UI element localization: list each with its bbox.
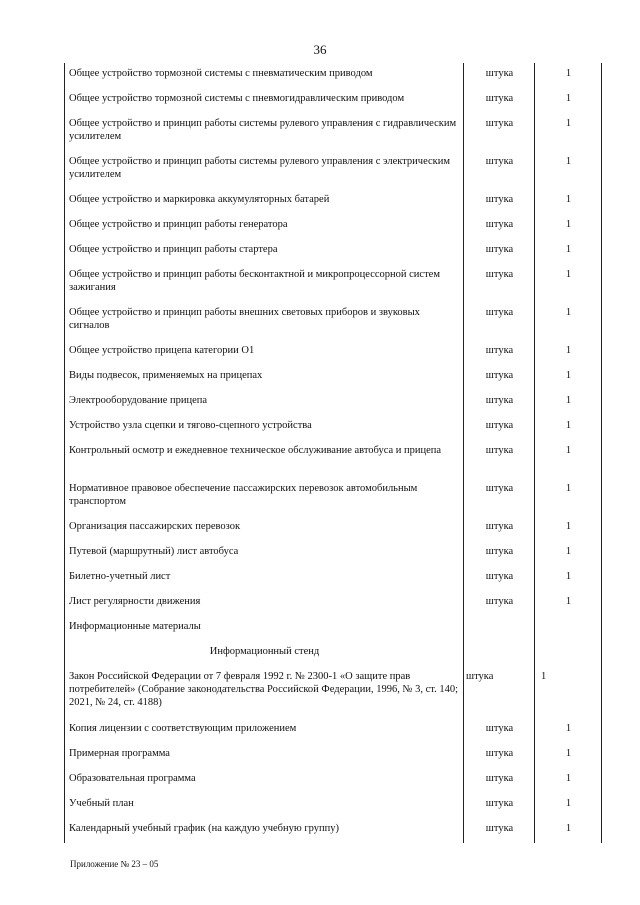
table-row bbox=[65, 541, 602, 566]
table-row bbox=[65, 113, 602, 151]
section-row bbox=[65, 616, 602, 641]
item-unit: штука bbox=[464, 516, 535, 541]
item-qty: 1 bbox=[535, 63, 602, 88]
item-qty: 1 bbox=[535, 768, 602, 793]
table-row bbox=[65, 340, 602, 365]
item-unit: штука bbox=[464, 214, 535, 239]
item-name: Общее устройство и принцип работы системы рулевого управления с гидравлическим усилителем bbox=[65, 113, 464, 151]
item-unit: штука bbox=[464, 239, 535, 264]
table-row bbox=[65, 88, 602, 113]
item-name: Общее устройство и принцип работы системы рулевого управления с электрическим усилителем bbox=[65, 151, 464, 189]
table-row bbox=[65, 768, 602, 793]
item-name: Общее устройство и принцип работы стартера bbox=[65, 239, 464, 264]
table-row bbox=[65, 264, 602, 302]
page-number: 36 bbox=[313, 42, 327, 57]
item-name: Билетно-учетный лист bbox=[65, 566, 464, 591]
item-qty: 1 bbox=[535, 88, 602, 113]
table-row bbox=[65, 365, 602, 390]
item-unit: штука bbox=[464, 440, 535, 478]
table-row bbox=[65, 478, 602, 516]
table-row bbox=[65, 239, 602, 264]
item-unit: штука bbox=[464, 63, 535, 88]
item-name: Копия лицензии с соответствующим приложением bbox=[65, 718, 464, 743]
item-qty: 1 bbox=[535, 264, 602, 302]
item-name: Общее устройство и принцип работы внешних световых приборов и звуковых сигналов bbox=[65, 302, 464, 340]
empty-cell bbox=[464, 616, 535, 641]
item-unit: штука bbox=[464, 818, 535, 843]
item-name: Электрооборудование прицепа bbox=[65, 390, 464, 415]
item-name: Общее устройство и принцип работы бесконтактной и микропроцессорной систем зажигания bbox=[65, 264, 464, 302]
item-qty: 1 bbox=[535, 591, 602, 616]
item-unit: штука bbox=[464, 302, 535, 340]
item-name: Учебный план bbox=[65, 793, 464, 818]
item-qty: 1 bbox=[535, 151, 602, 189]
table-row bbox=[65, 566, 602, 591]
item-name: Путевой (маршрутный) лист автобуса bbox=[65, 541, 464, 566]
item-qty: 1 bbox=[535, 566, 602, 591]
item-qty: 1 bbox=[535, 340, 602, 365]
section-row bbox=[65, 641, 602, 666]
table-row bbox=[65, 793, 602, 818]
item-name: Общее устройство и принцип работы генератора bbox=[65, 214, 464, 239]
item-name: Организация пассажирских перевозок bbox=[65, 516, 464, 541]
item-unit: штука bbox=[464, 768, 535, 793]
item-unit: штука bbox=[464, 340, 535, 365]
item-qty: 1 bbox=[535, 239, 602, 264]
item-qty: 1 bbox=[535, 793, 602, 818]
table-row bbox=[65, 516, 602, 541]
equipment-table bbox=[64, 63, 602, 843]
footer-note: Приложение № 23 – 05 bbox=[70, 859, 159, 869]
item-unit: штука bbox=[464, 88, 535, 113]
item-unit: штука bbox=[464, 151, 535, 189]
table-row bbox=[65, 818, 602, 843]
item-qty: 1 bbox=[535, 390, 602, 415]
item-unit: штука bbox=[464, 566, 535, 591]
item-qty: 1 bbox=[535, 365, 602, 390]
table-row bbox=[65, 743, 602, 768]
item-qty: 1 bbox=[535, 743, 602, 768]
item-qty: 1 bbox=[535, 214, 602, 239]
item-name: Образовательная программа bbox=[65, 768, 464, 793]
item-unit: штука bbox=[464, 113, 535, 151]
item-name: Устройство узла сцепки и тягово-сцепного устройства bbox=[65, 415, 464, 440]
item-name: Виды подвесок, применяемых на прицепах bbox=[65, 365, 464, 390]
item-qty: 1 bbox=[535, 478, 602, 516]
item-qty: 1 bbox=[535, 541, 602, 566]
table-row bbox=[65, 151, 602, 189]
item-unit: штука bbox=[464, 415, 535, 440]
item-unit: штука bbox=[464, 365, 535, 390]
section-informational-materials: Информационные материалы bbox=[65, 616, 464, 641]
empty-cell bbox=[535, 616, 602, 641]
table-row bbox=[65, 415, 602, 440]
item-name: Календарный учебный график (на каждую учебную группу) bbox=[65, 818, 464, 843]
item-qty: 1 bbox=[535, 415, 602, 440]
item-qty: 1 bbox=[535, 189, 602, 214]
item-qty: 1 bbox=[535, 718, 602, 743]
table-row bbox=[65, 302, 602, 340]
item-qty: 1 bbox=[535, 302, 602, 340]
empty-cell bbox=[464, 641, 535, 666]
item-unit: штука bbox=[464, 478, 535, 516]
table-row bbox=[65, 189, 602, 214]
item-name: Общее устройство тормозной системы с пневмогидравлическим приводом bbox=[65, 88, 464, 113]
item-name: Лист регулярности движения bbox=[65, 591, 464, 616]
empty-cell bbox=[535, 641, 602, 666]
item-name: Примерная программа bbox=[65, 743, 464, 768]
item-name: Нормативное правовое обеспечение пассажирских перевозок автомобильным транспортом bbox=[65, 478, 464, 516]
item-qty: 1 bbox=[535, 113, 602, 151]
item-unit: штука bbox=[464, 390, 535, 415]
table-row bbox=[65, 214, 602, 239]
item-name: Общее устройство прицепа категории O1 bbox=[65, 340, 464, 365]
table-row bbox=[65, 718, 602, 743]
table-body bbox=[65, 63, 602, 843]
table-row bbox=[65, 390, 602, 415]
table-row bbox=[65, 440, 602, 478]
item-unit: штука bbox=[464, 189, 535, 214]
item-unit: штука bbox=[464, 793, 535, 818]
item-unit: штука bbox=[464, 718, 535, 743]
law-unit: штука bbox=[464, 666, 535, 718]
item-name: Контрольный осмотр и ежедневное техническое обслуживание автобуса и прицепа bbox=[65, 440, 464, 478]
table-row-law bbox=[65, 666, 602, 718]
item-unit: штука bbox=[464, 541, 535, 566]
section-info-stand: Информационный стенд bbox=[65, 641, 464, 666]
item-qty: 1 bbox=[535, 818, 602, 843]
item-unit: штука bbox=[464, 591, 535, 616]
item-unit: штука bbox=[464, 264, 535, 302]
item-unit: штука bbox=[464, 743, 535, 768]
table-row bbox=[65, 63, 602, 88]
table-row bbox=[65, 591, 602, 616]
item-name: Общее устройство и маркировка аккумуляторных батарей bbox=[65, 189, 464, 214]
item-name: Общее устройство тормозной системы с пневматическим приводом bbox=[65, 63, 464, 88]
item-qty: 1 bbox=[535, 440, 602, 478]
law-qty: 1 bbox=[535, 666, 602, 718]
law-name: Закон Российской Федерации от 7 февраля 1992 г. № 2300-1 «О защите прав потребителей» (Собрание законодательства Российской Федерации, 1996, № 3, ст. 140; 2021, № 24, ст. 4188) bbox=[65, 666, 464, 718]
item-qty: 1 bbox=[535, 516, 602, 541]
